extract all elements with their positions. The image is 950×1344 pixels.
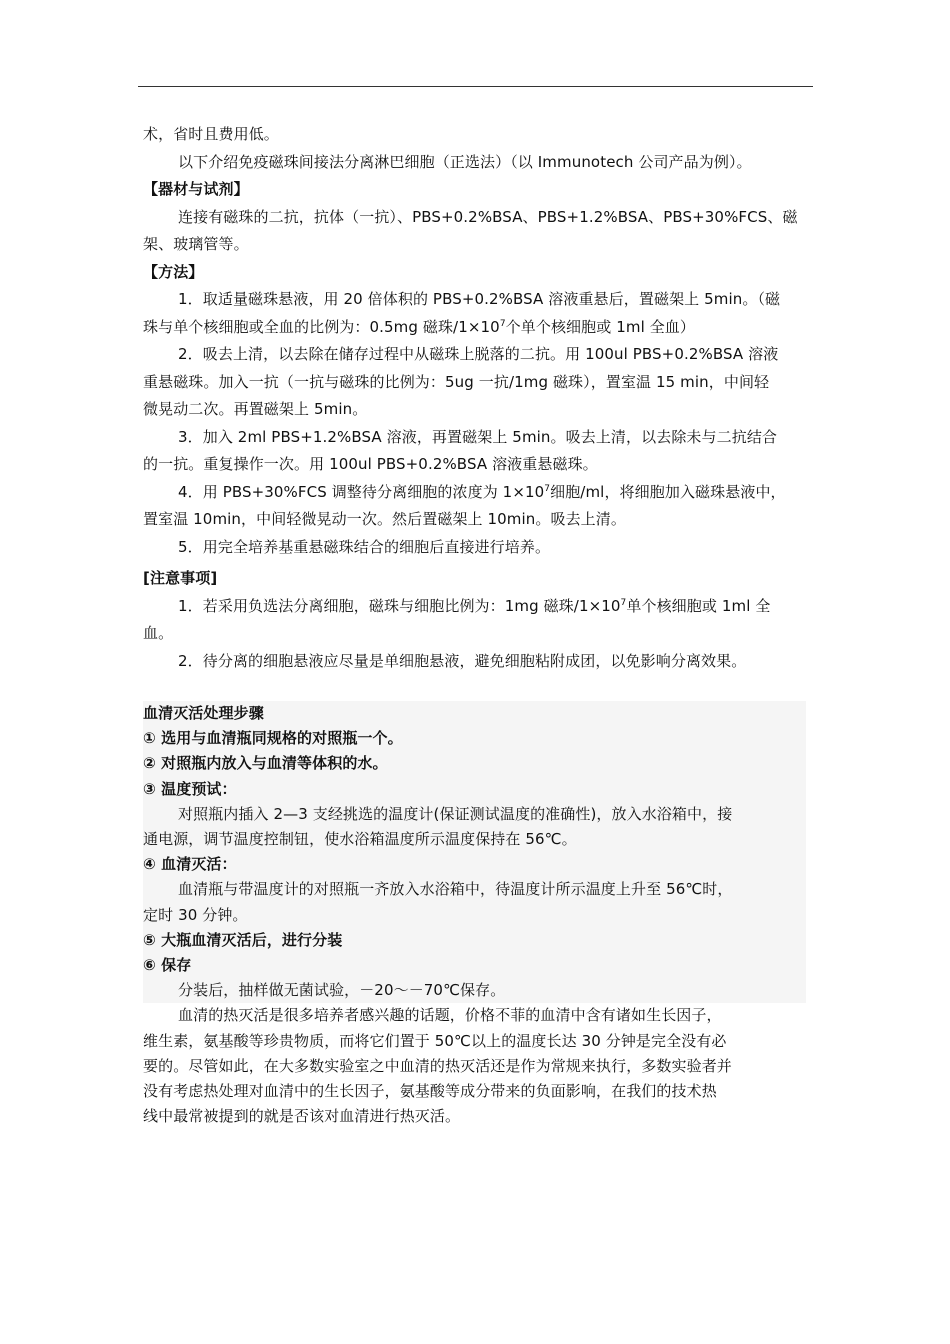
serum-step-1: ① 选用与血清瓶同规格的对照瓶一个。: [143, 729, 403, 748]
method-step3-line-1: 3．加入 2ml PBS+1.2%BSA 溶液，再置磁架上 5min。吸去上清，以去除未与二抗结合: [178, 427, 778, 446]
notes-note2-line-1: 2．待分离的细胞悬液应尽量是单细胞悬液，避免细胞粘附成团，以免影响分离效果。: [178, 651, 747, 670]
discussion-section: [143, 1003, 813, 1129]
serum-step-2: ② 对照瓶内放入与血清等体积的水。: [143, 754, 388, 773]
serum-step-4-line-2: 定时 30 分钟。: [143, 905, 248, 924]
header-rule: [138, 86, 813, 87]
intro-line-2: 以下介绍免疫磁珠间接法分离淋巴细胞（正选法）（以 Immunotech 公司产品为例）。: [178, 152, 752, 171]
intro-line-1: 术，省时且费用低。: [143, 125, 279, 143]
serum-step-5: ⑤ 大瓶血清灭活后，进行分装: [143, 930, 343, 949]
notes-note1-line-1: 1．若采用负选法分离细胞，磁珠与细胞比例为：1mg 磁珠$/1\times 10^7$单个核细胞或 1ml 全: [178, 596, 771, 615]
discussion-line-4: 没有考虑热处理对血清中的生长因子，氨基酸等成分带来的负面影响，在我们的技术热: [143, 1082, 717, 1101]
serum-inactivation-section: [143, 701, 806, 1003]
method-step3-line-2: 的一抗。重复操作一次。用 100ul PBS+0.2%BSA 溶液重悬磁珠。: [143, 455, 598, 473]
materials-line-2: 架、玻璃管等。: [143, 235, 249, 253]
discussion-line-5: 线中最常被提到的就是否该对血清进行热灭活。: [143, 1107, 461, 1126]
method-step5-line-1: 5．用完全培养基重悬磁珠结合的细胞后直接进行培养。: [178, 537, 551, 556]
serum-step-4-title: ④ 血清灭活：: [143, 855, 237, 874]
method-heading: 【方法】: [143, 262, 204, 281]
method-step4-line-1: 4．用 PBS+30%FCS 调整待分离细胞的浓度为 $1\times 10^7$细胞/ml，将细胞加入磁珠悬液中，: [178, 482, 786, 501]
notes-heading: [注意事项]: [143, 569, 218, 587]
method-step1-line-1: 1．取适量磁珠悬液，用 20 倍体积的 PBS+0.2%BSA 溶液重悬后，置磁架上 5min。（磁: [178, 290, 781, 308]
document-body: [143, 121, 813, 1129]
serum-step-6-line-1: 分装后，抽样做无菌试验，－20～－70℃保存。: [178, 981, 506, 1000]
materials-heading: 【器材与试剂】: [143, 180, 249, 198]
materials-line-1: 连接有磁珠的二抗，抗体（一抗）、PBS+0.2%BSA、PBS+1.2%BSA、PBS+30%FCS、磁: [178, 207, 798, 226]
discussion-line-3: 要的。尽管如此，在大多数实验室之中血清的热灭活还是作为常规来执行，多数实验者并: [143, 1056, 732, 1075]
serum-step-6-title: ⑥ 保存: [143, 956, 192, 975]
serum-heading: 血清灭活处理步骤: [143, 704, 264, 722]
discussion-line-2: 维生素，氨基酸等珍贵物质，而将它们置于 50℃以上的温度长达 30 分钟是完全没有必: [143, 1031, 727, 1050]
method-step2-line-2: 重悬磁珠。加入一抗（一抗与磁珠的比例为：5ug 一抗/1mg 磁珠），置室温 15 min，中间轻: [143, 372, 770, 391]
serum-step-3-line-1: 对照瓶内插入 2—3 支经挑选的温度计(保证测试温度的准确性)，放入水浴箱中，接: [178, 804, 733, 823]
method-step1-line-2: 珠与单个核细胞或全血的比例为：0.5mg 磁珠$/1\times 10^7$个单个核细胞或 1ml 全血）: [143, 317, 696, 336]
serum-step-3-line-2: 通电源，调节温度控制钮，使水浴箱温度所示温度保持在 56℃。: [143, 830, 577, 849]
method-step4-line-2: 置室温 10min，中间轻微晃动一次。然后置磁架上 10min。吸去上清。: [143, 510, 626, 528]
discussion-line-1: 血清的热灭活是很多培养者感兴趣的话题，价格不菲的血清中含有诸如生长因子，: [178, 1006, 722, 1025]
serum-step-3-title: ③ 温度预试：: [143, 779, 237, 798]
serum-step-4-line-1: 血清瓶与带温度计的对照瓶一齐放入水浴箱中，待温度计所示温度上升至 56℃时，: [178, 880, 733, 899]
method-step2-line-1: 2．吸去上清，以去除在储存过程中从磁珠上脱落的二抗。用 100ul PBS+0.2%BSA 溶液: [178, 345, 779, 363]
notes-note1-line-2: 血。: [143, 624, 174, 642]
method-step2-line-3: 微晃动二次。再置磁架上 5min。: [143, 400, 368, 418]
